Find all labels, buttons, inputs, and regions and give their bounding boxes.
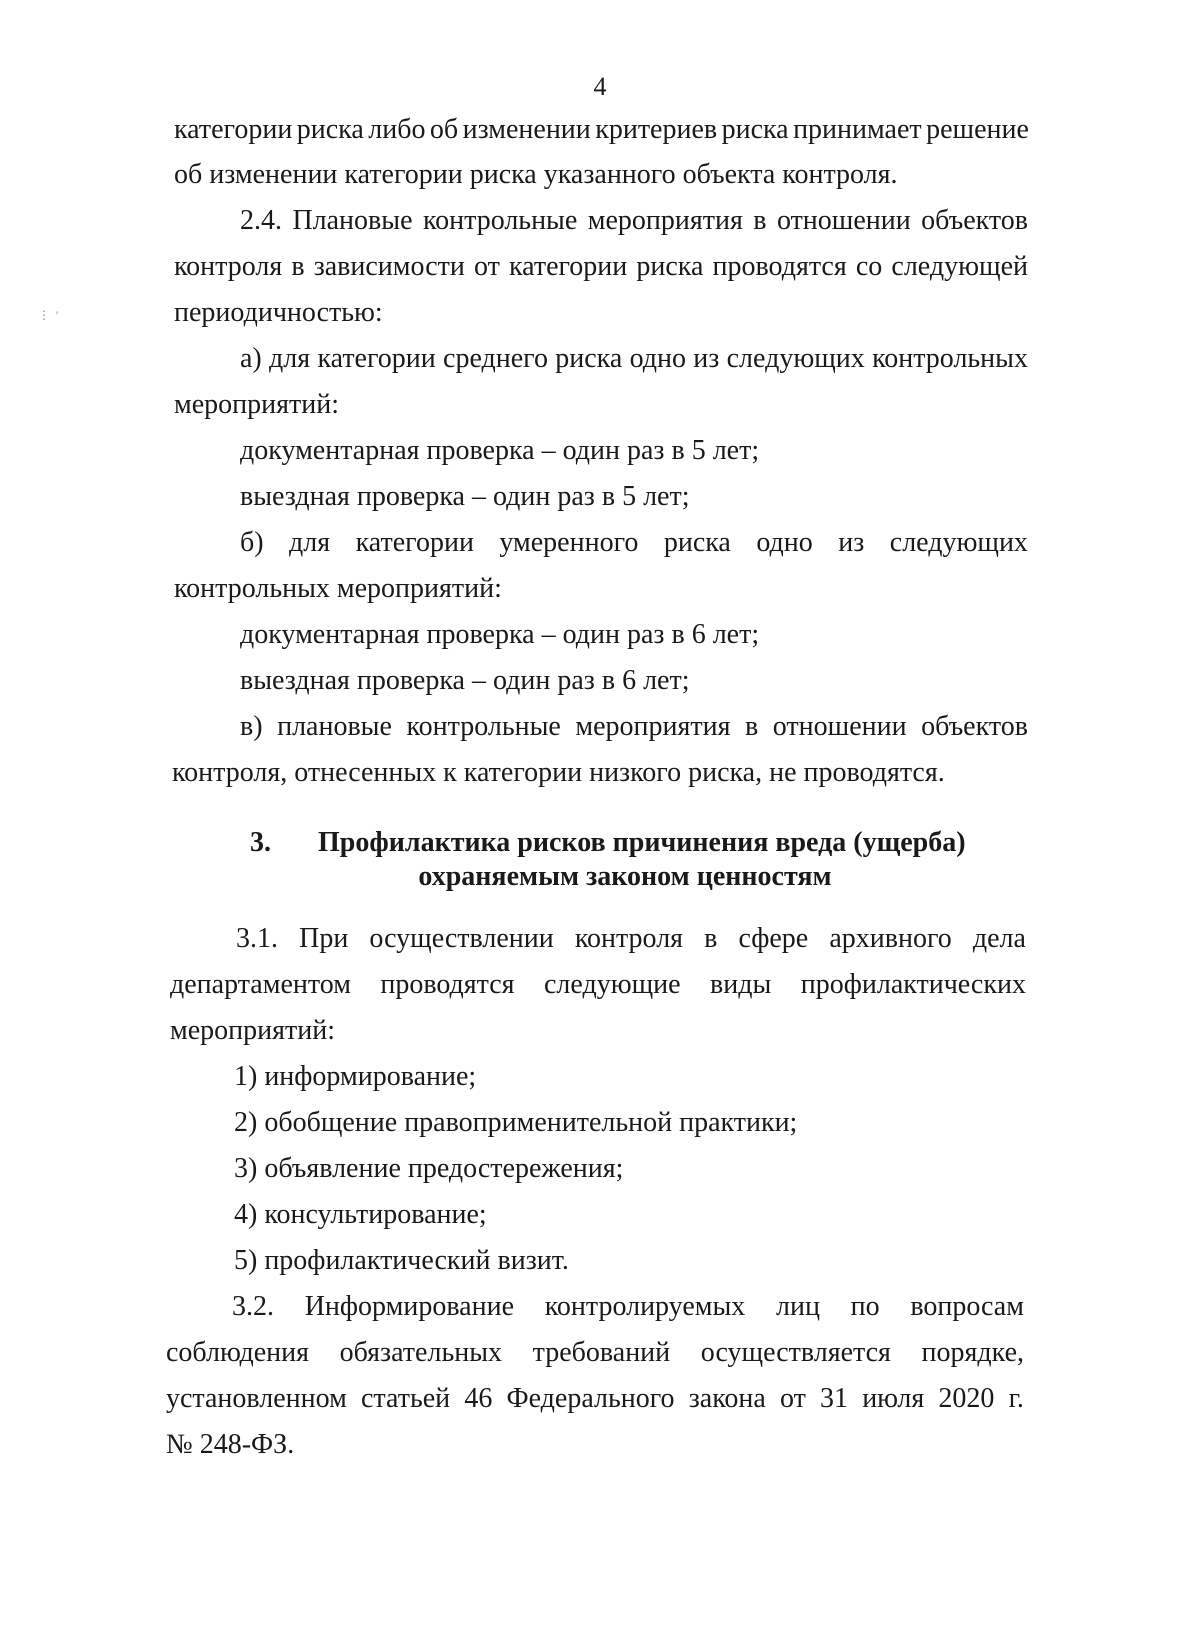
word: контроля [174,251,283,282]
word: вопросам [910,1291,1024,1322]
word: проводятся [712,251,847,282]
word: из [838,527,865,558]
word: дела [972,923,1026,954]
word: 46 [464,1383,493,1414]
paragraph-line [240,526,1028,560]
word: категории [174,114,293,145]
word: установленном [166,1383,347,1414]
word: изменении [462,114,591,145]
paragraph-line: периодичностью: [174,297,383,328]
word: риска [721,114,789,145]
word: департаментом [170,969,351,1000]
word: лиц [775,1291,820,1322]
word: плановые [277,711,392,742]
word: либо [368,114,426,145]
word: контрольные [406,711,561,742]
word: для [289,527,331,558]
word: контрольные [422,205,578,236]
word: следующие [544,969,681,1000]
word: статьей [361,1383,451,1414]
word: категории [317,343,436,374]
word: требований [532,1337,671,1368]
word: принимает [793,114,922,145]
word: При [299,923,349,954]
list-item: 4) консультирование; [234,1199,487,1230]
word: июля [862,1383,925,1414]
word: объектов [921,711,1028,742]
word: 3.1. [236,923,278,954]
paragraph-line: № 248-ФЗ. [166,1429,295,1460]
list-item: 2) обобщение правоприменительной практики; [234,1107,798,1138]
paragraph-line: об изменении категории риска указанного объекта контроля. [174,159,898,190]
word: сфере [738,923,809,954]
list-item: документарная проверка – один раз в 5 лет; [240,435,760,466]
list-item: выездная проверка – один раз в 6 лет; [240,665,690,696]
word: отношении [772,711,907,742]
paragraph-line: мероприятий: [174,389,339,420]
word: 3.2. [232,1291,274,1322]
word: контролируемых [544,1291,746,1322]
word: в [704,923,718,954]
word: одно [756,527,813,558]
margin-scan-mark: ⋮ ′ [38,308,59,322]
word: мероприятия [575,711,731,742]
paragraph-line [240,204,1028,238]
word: обязательных [339,1337,503,1368]
word: риска [296,114,364,145]
paragraph-line: мероприятий: [170,1015,335,1046]
word: проводятся [380,969,515,1000]
word: следующих [726,343,865,374]
word: от [779,1383,806,1414]
word: зависимости [313,251,465,282]
list-item: выездная проверка – один раз в 5 лет; [240,481,690,512]
word: соблюдения [166,1337,309,1368]
word: контроля [574,923,684,954]
section-title-line2: охраняемым законом ценностям [418,861,832,892]
word: закона [688,1383,766,1414]
paragraph-line [174,113,1029,147]
paragraph-line: контрольных мероприятий: [174,573,502,604]
word: Информирование [304,1291,515,1322]
word: в [753,205,767,236]
word: от [473,251,500,282]
section-title-line1: Профилактика рисков причинения вреда (ущерба) [318,827,966,858]
list-item: 5) профилактический визит. [234,1245,569,1276]
page-number: 4 [593,72,607,101]
word: риска [663,527,731,558]
paragraph-line [236,922,1026,956]
word: объектов [921,205,1028,236]
word: отношении [776,205,911,236]
paragraph-line [166,1382,1024,1416]
word: риска [636,251,704,282]
word: 31 [820,1383,849,1414]
paragraph-line [232,1290,1024,1324]
word: в [745,711,759,742]
section-number: 3. [250,827,271,858]
word: об [429,114,459,145]
word: в) [240,711,263,742]
word: категории [355,527,474,558]
word: виды [710,969,772,1000]
word: архивного [829,923,952,954]
list-item: 3) объявление предостережения; [234,1153,624,1184]
word: Плановые [292,205,413,236]
word: решение [926,114,1029,145]
word: а) [240,343,262,374]
word: 2020 [938,1383,995,1414]
word: г. [1008,1383,1024,1414]
list-item: 1) информирование; [234,1061,477,1092]
word: со [855,251,883,282]
word: 2.4. [240,205,282,236]
word: осуществлении [369,923,554,954]
word: следующих [889,527,1028,558]
section-heading-line2 [0,860,1200,894]
word: по [850,1291,880,1322]
word: Федерального [506,1383,675,1414]
word: риска [555,343,623,374]
paragraph-line: контроля, отнесенных к категории низкого риска, не проводятся. [172,757,945,788]
word: критериев [595,114,718,145]
paragraph-line [240,342,1028,376]
word: мероприятия [587,205,743,236]
word: одно [629,343,686,374]
word: б) [240,527,264,558]
word: порядке, [921,1337,1024,1368]
word: умеренного [499,527,639,558]
word: среднего [443,343,548,374]
paragraph-line [240,710,1028,744]
word: категории [508,251,628,282]
word: следующей [891,251,1028,282]
word: осуществляется [700,1337,891,1368]
word: из [693,343,720,374]
list-item: документарная проверка – один раз в 6 лет; [240,619,760,650]
paragraph-line [170,968,1026,1002]
word: профилактических [800,969,1026,1000]
word: контрольных [872,343,1028,374]
word: в [291,251,305,282]
word: для [269,343,311,374]
paragraph-line [174,250,1028,284]
paragraph-line [166,1336,1024,1370]
